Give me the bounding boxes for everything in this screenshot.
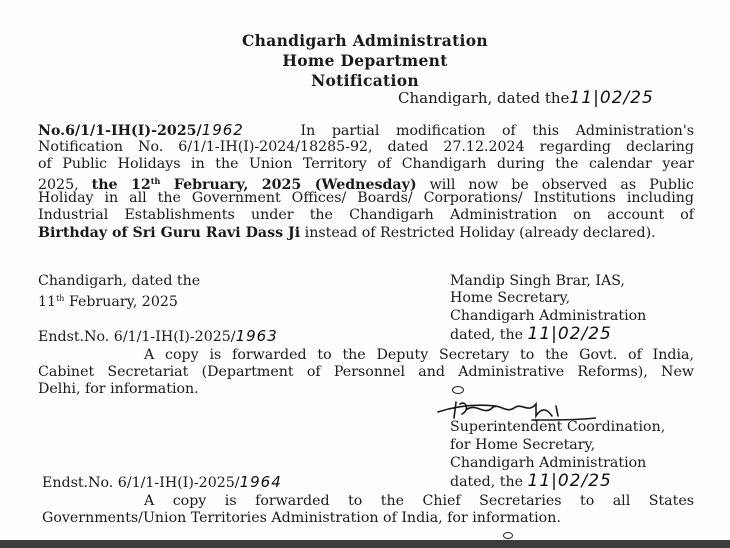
endorsement-1-number-handwritten: 1963 — [235, 327, 278, 345]
notification-number-handwritten: 1962 — [201, 121, 244, 139]
endorsement-2-body — [42, 493, 694, 527]
endorsement-1-body — [38, 347, 694, 398]
endorsement-1-date: dated, the 11|02/25 — [450, 324, 612, 344]
endorsement-2-line-2: Governments/Union Territories Administration of India, for information. — [42, 510, 561, 527]
countersign-title: Superintendent Coordination, — [450, 419, 666, 435]
notification-line-1 — [38, 122, 694, 139]
endorsement-2-date: dated, the 11|02/25 — [450, 471, 612, 491]
endorsement-1-line-2: Cabinet Secretariat (Department of Personnel and Administrative Reforms), New — [38, 364, 694, 381]
issue-place: Chandigarh, dated the — [38, 273, 201, 289]
header-title: Notification — [311, 71, 419, 90]
notification-body — [38, 122, 694, 242]
endorsement-1-line-1: A copy is forwarded to the Deputy Secretary to the Govt. of India, — [144, 347, 694, 363]
endorsement-2-number-handwritten: 1964 — [239, 473, 282, 491]
notification-number: No.6/1/1-IH(I)-2025/ — [38, 123, 202, 139]
signature-mark-icon — [503, 532, 513, 539]
notification-line-2: Notification No. 6/1/1-IH(I)-2024/18285-92, dated 27.12.2024 regarding declaring — [38, 139, 694, 156]
handwritten-date: 11|02/25 — [569, 88, 654, 108]
handwritten-date: 11|02/25 — [527, 471, 612, 491]
notification-text: In partial modification of this Administration's — [300, 123, 695, 139]
endorsement-2-line-1: A copy is forwarded to the Chief Secretaries to all States — [144, 493, 694, 509]
header-department: Home Department — [282, 51, 448, 70]
bottom-edge-bar — [0, 540, 730, 548]
handwritten-date: 11|02/25 — [527, 324, 612, 344]
signatory-org: Chandigarh Administration — [450, 308, 647, 324]
signatory-title: Home Secretary, — [450, 290, 571, 306]
dated-prefix: Chandigarh, dated the — [398, 89, 570, 107]
countersign-org: Chandigarh Administration — [450, 455, 647, 471]
holiday-date: the 12th February, 2025 (Wednesday) — [91, 176, 417, 194]
header-organization: Chandigarh Administration — [242, 31, 488, 50]
endorsement-1-number: Endst.No. 6/1/1-IH(I)-2025/1963 — [38, 327, 278, 345]
notification-line-4 — [38, 173, 694, 194]
countersign-for: for Home Secretary, — [450, 437, 596, 453]
endorsement-2-number: Endst.No. 6/1/1-IH(I)-2025/1964 — [42, 473, 282, 491]
notification-line-7 — [38, 225, 694, 242]
notification-line-3: of Public Holidays in the Union Territory of Chandigarh during the calendar year — [38, 156, 694, 173]
issue-date: 11th February, 2025 — [38, 294, 178, 310]
notification-line-5: Holiday in all the Government Offices/ Boards/ Corporations/ Institutions including — [38, 190, 694, 207]
dated-line — [398, 90, 654, 107]
signature-mark-icon — [452, 386, 464, 394]
observed-text: will now be observed as Public — [429, 177, 694, 194]
endorsement-1-line-3: Delhi, for information. — [38, 381, 199, 398]
year-text: 2025, — [38, 177, 79, 194]
occasion-text: Birthday of Sri Guru Ravi Dass Ji — [38, 224, 301, 241]
signatory-name: Mandip Singh Brar, IAS, — [450, 273, 625, 289]
notification-line-6: Industrial Establishments under the Chandigarh Administration on account of — [38, 207, 694, 224]
restricted-holiday-text: instead of Restricted Holiday (already declared). — [304, 224, 656, 241]
